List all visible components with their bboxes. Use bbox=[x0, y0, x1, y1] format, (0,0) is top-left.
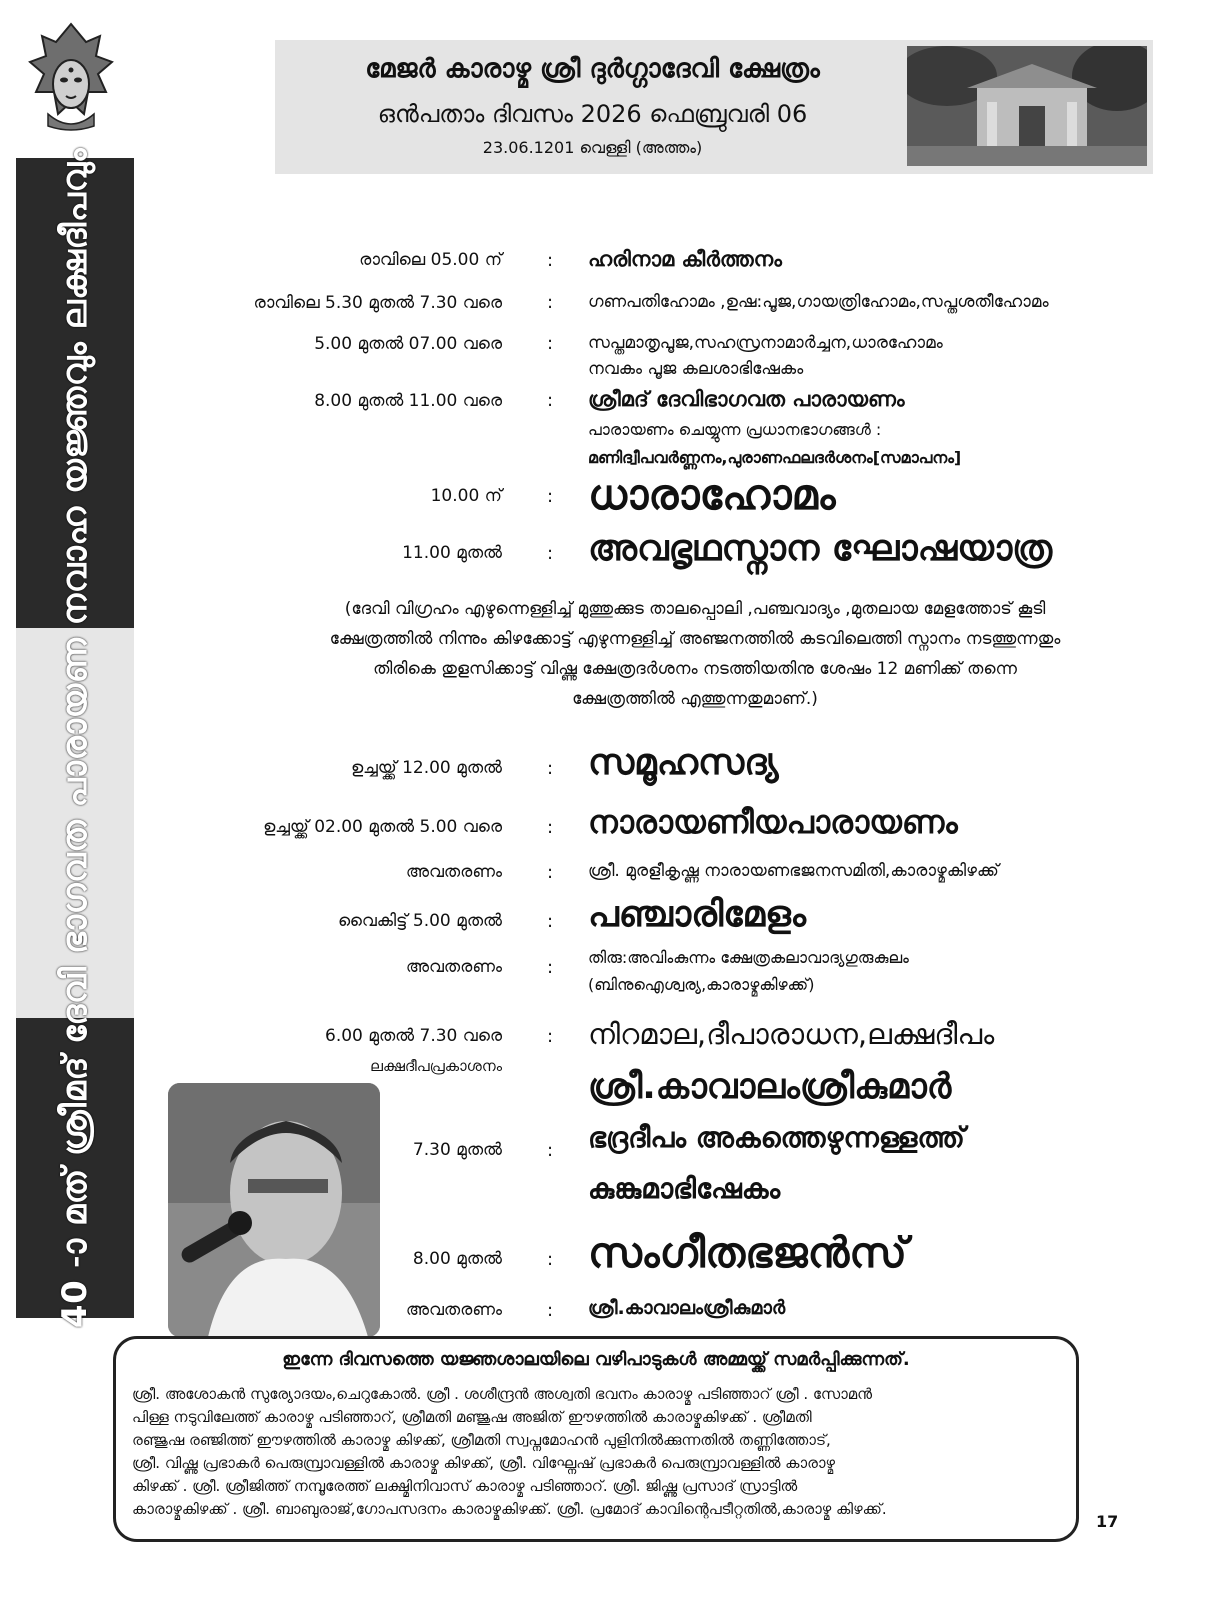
side-banner bbox=[16, 147, 134, 1329]
time-label: ഉച്ചയ്ക്ക് 12.00 മുതൽ bbox=[351, 758, 502, 778]
time-label: 11.00 മുതൽ bbox=[402, 543, 502, 563]
offerings-line: പിള്ള നടുവിലേത്ത് കാരാഴ്മ പടിഞ്ഞാറ്, ശ്രീമതി മഞ്ജുഷ അജിത് ഈഴത്തിൽ കാരാഴ്മകിഴക്ക് . ശ്രീമതി bbox=[132, 1408, 812, 1426]
time-label: 7.30 മുതൽ bbox=[412, 1140, 502, 1160]
singer-photo bbox=[168, 1083, 380, 1337]
procession-note bbox=[225, 594, 1165, 714]
time-label: വൈകിട്ട് 5.00 മുതൽ bbox=[337, 911, 502, 931]
colon: : bbox=[547, 817, 554, 838]
colon: : bbox=[547, 333, 554, 354]
colon: : bbox=[547, 1140, 554, 1161]
time-label: 8.00 മുതൽ 11.00 വരെ bbox=[314, 391, 502, 411]
event-description: സമൂഹസദ്യ bbox=[588, 742, 779, 783]
temple-photo bbox=[907, 46, 1147, 166]
time-label: ഉച്ചയ്ക്ക് 02.00 മുതൽ 5.00 വരെ bbox=[263, 817, 502, 837]
event-description-line3: മണിദ്വീപവർണ്ണനം,പുരാണഫലദർശനം[സമാപനം] bbox=[588, 448, 962, 467]
offerings-line: ശ്രീ. വിഷ്ണു പ്രഭാകർ പെരുമ്പ്രാവള്ളിൽ കാരാഴ്മ കിഴക്ക്, ശ്രീ. വിഘ്നേഷ് പ്രഭാകർ പെരുമ്പ്രാവള്ളിൽ കാരാഴ്മ bbox=[132, 1454, 836, 1472]
event-description: തിരു:അവിംകുന്നം ക്ഷേത്രകലാവാദ്യഗുരുകുലം bbox=[588, 948, 909, 967]
offerings-title: ഇന്നേ ദിവസത്തെ യജ്ഞശാലയിലെ വഴിപാടുകൾ അമ്മയ്ക്ക് സമർപ്പിക്കുന്നത്. bbox=[282, 1349, 910, 1370]
event-description-line2: കുങ്കുമാഭിഷേകം bbox=[588, 1172, 781, 1205]
colon: : bbox=[547, 250, 554, 271]
event-description: ശ്രീമദ് ദേവിഭാഗവത പാരായണം bbox=[588, 387, 905, 411]
colon: : bbox=[547, 758, 554, 779]
colon: : bbox=[547, 543, 554, 564]
event-description: ഗണപതിഹോമം ,ഉഷ:പൂജ,ഗായത്രിഹോമം,സപ്തശതീഹോമം bbox=[588, 292, 1049, 312]
time-label: 8.00 മുതൽ bbox=[412, 1249, 502, 1269]
procession-line: ക്ഷേത്രത്തിൽ നിന്നും കിഴക്കോട്ട് എഴുന്നള്ളിച്ച് അഞ്ജനത്തിൽ കടവിലെത്തി സ്നാനം നടത്തുന്നതും bbox=[329, 629, 1061, 649]
event-description-line2: പാരായണം ചെയ്യുന്ന പ്രധാനഭാഗങ്ങൾ : bbox=[588, 420, 882, 439]
offerings-box bbox=[113, 1336, 1079, 1542]
side-banner-text: 40 -ാ മത് ശ്രീമദ് ദേവി ഭാഗവത പാരായണ നവാഹ യജ്ഞവും ലക്ഷദീപവും bbox=[55, 147, 95, 1329]
time-label: അവതരണം bbox=[405, 1300, 502, 1320]
event-description: സപ്തമാതൃപൂജ,സഹസ്രനാമാർച്ചന,ധാരഹോമം bbox=[588, 333, 943, 353]
event-description: ശ്രീ.കാവാലംശ്രീകുമാർ bbox=[588, 1297, 786, 1319]
procession-line: ക്ഷേത്രത്തിൽ എത്തുന്നതുമാണ്.) bbox=[572, 689, 818, 709]
offerings-line: ശ്രീ. അശോകൻ സുര്യോദയം,ചെറുകോൽ. ശ്രീ . ശശീന്ദ്രൻ അശ്വതി ഭവനം കാരാഴ്മ പടിഞ്ഞാറ് ശ്രീ . സോമൻ bbox=[132, 1385, 873, 1403]
colon: : bbox=[547, 292, 554, 313]
offerings-line: രഞ്ജുഷ രഞ്ജിത്ത് ഈഴത്തിൽ കാരാഴ്മ കിഴക്ക്, ശ്രീമതി സ്വപ്നമോഹൻ പുളിനിൽക്കുന്നതിൽ തണ്ണിത്തോട്, bbox=[132, 1431, 831, 1449]
temple-title: മേജർ കാരാഴ്മ ശ്രീ ദുർഗ്ഗാദേവി ക്ഷേത്രം bbox=[365, 54, 820, 84]
event-description: ധാരാഹോമം bbox=[588, 470, 836, 519]
event-description: സംഗീതഭജൻസ് bbox=[588, 1228, 907, 1277]
colon: : bbox=[547, 957, 554, 978]
header-date: ഒൻപതാം ദിവസം 2026 ഫെബ്രുവരി 06 bbox=[377, 100, 808, 128]
procession-line: തിരികെ തുളസിക്കാട്ട് വിഷ്ണു ക്ഷേത്രദർശനം നടത്തിയതിനു ശേഷം 12 മണിക്ക് തന്നെ bbox=[373, 659, 1017, 679]
event-description: നിറമാല,ദീപാരാധന,ലക്ഷദീപം bbox=[588, 1017, 995, 1051]
header-subdate: 23.06.1201 വെള്ളി (അത്തം) bbox=[482, 138, 703, 157]
colon: : bbox=[547, 1300, 554, 1321]
time-label: രാവിലെ 05.00 ന് bbox=[359, 250, 502, 270]
event-description-line2: (ബിനുഐശ്വര്യ,കാരാഴ്മകിഴക്ക്) bbox=[588, 975, 815, 994]
time-label: അവതരണം bbox=[405, 862, 502, 882]
time-label: 5.00 മുതൽ 07.00 വരെ bbox=[314, 334, 502, 354]
offerings-text bbox=[132, 1383, 1062, 1521]
event-description: പഞ്ചാരിമേളം bbox=[588, 894, 806, 935]
event-description-line2: നവകം പൂജ കലശാഭിഷേകം bbox=[588, 359, 804, 379]
colon: : bbox=[547, 390, 554, 411]
colon: : bbox=[547, 1026, 554, 1047]
procession-line: (ദേവി വിഗ്രഹം എഴുന്നെള്ളിച്ച് മുത്തുക്കുട താലപ്പൊലി ,പഞ്ചവാദ്യം ,മുതലായ മേളത്തോട് കൂടി bbox=[344, 599, 1046, 619]
offerings-line: കാരാഴ്മകിഴക്ക് . ശ്രീ. ബാബുരാജ്,ഗോപസദനം കാരാഴ്മകിഴക്ക്. ശ്രീ. പ്രമോദ് കാവിന്റെപടീറ്റതിൽ,കാരാഴ്മ കിഴക്ക്. bbox=[132, 1500, 887, 1518]
time-label: രാവിലെ 5.30 മുതൽ 7.30 വരെ bbox=[253, 293, 502, 313]
header-box bbox=[275, 40, 1153, 174]
colon: : bbox=[547, 486, 554, 507]
event-description: അവഭൃഥസ്നാന ഘോഷയാത്ര bbox=[588, 528, 1053, 569]
event-description: ഭദ്രദീപം അകത്തെഴുന്നള്ളത്ത് bbox=[588, 1121, 965, 1154]
event-description: ഹരിനാമ കീർത്തനം bbox=[588, 247, 782, 271]
colon: : bbox=[547, 1249, 554, 1270]
time-label: 10.00 ന് bbox=[430, 486, 502, 506]
event-description: നാരായണീയപാരായണം bbox=[588, 803, 958, 841]
colon: : bbox=[547, 911, 554, 932]
time-label-line2: ലക്ഷദീപപ്രകാശനം bbox=[370, 1057, 502, 1075]
time-label: അവതരണം bbox=[405, 957, 502, 977]
page-number: 17 bbox=[1096, 1512, 1119, 1531]
event-description: ശ്രീ. മുരളീകൃഷ്ണ നാരായണഭജനസമിതി,കാരാഴ്മകിഴക്ക് bbox=[588, 861, 999, 881]
event-description-line2: ശ്രീ.കാവാലംശ്രീകുമാർ bbox=[588, 1067, 952, 1107]
offerings-line: കിഴക്ക് . ശ്രീ. ശ്രീജിത്ത് നമ്പൂരേത്ത് ലക്ഷ്മിനിവാസ് കാരാഴ്മ പടിഞ്ഞാറ്. ശ്രീ. ജിഷ്ണു പ്രസാദ് സ്രാട്ടിൽ bbox=[132, 1477, 798, 1495]
time-label: 6.00 മുതൽ 7.30 വരെ bbox=[325, 1026, 502, 1046]
colon: : bbox=[547, 862, 554, 883]
deity-logo bbox=[28, 22, 114, 134]
